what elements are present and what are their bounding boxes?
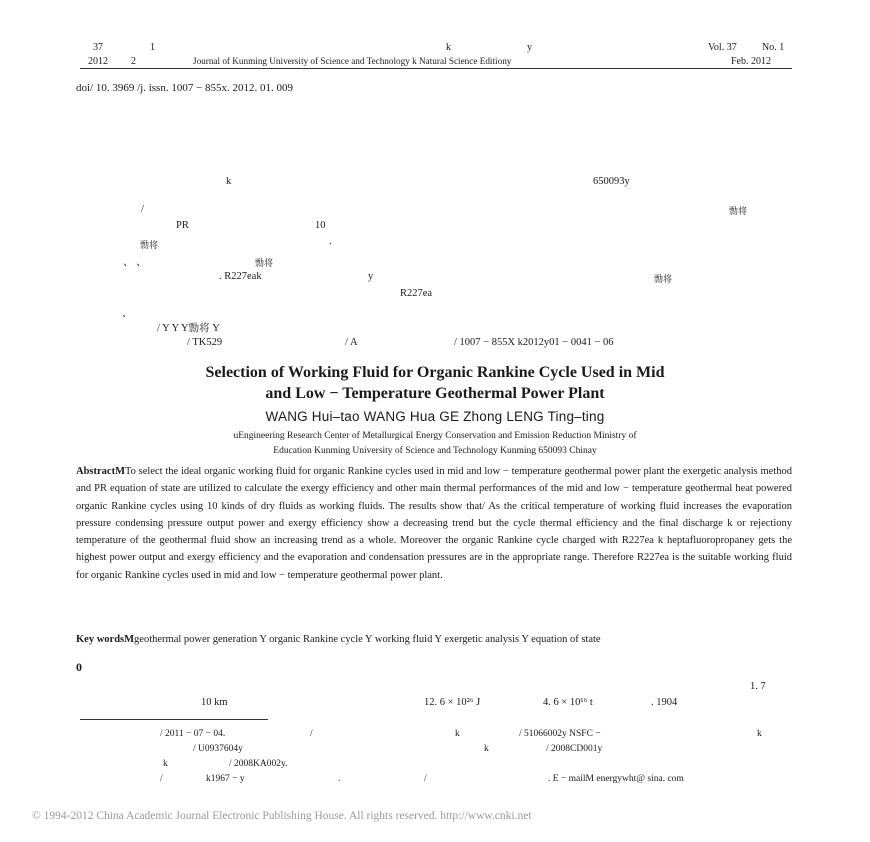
title-line-1: Selection of Working Fluid for Organic Rankine Cycle Used in Mid (205, 364, 665, 381)
intro-frag-5: . 1904 (651, 697, 678, 708)
keywords (76, 631, 792, 648)
footnote-email: . E − mailM energywht@ sina. com (548, 774, 684, 784)
footnote-frag-1e: k (757, 729, 762, 739)
keywords-label: Key wordsM (76, 634, 135, 645)
affiliation-line-1: uEngineering Research Center of Metallurgical Energy Conservation and Emission Reduction Ministry of (233, 431, 637, 441)
header-right-date: Feb. 2012 (731, 56, 771, 67)
intro-frag-3: 12. 6 × 10²⁶ J (424, 697, 481, 708)
footnote-grant-4: / 2008KA002y. (229, 759, 288, 769)
cn-abstract-frag-4: 、 、 (123, 257, 147, 268)
footnote-frag-1c: k (455, 729, 460, 739)
footnote-frag-1b: / (310, 729, 313, 739)
cn-abstract-frag-5r: 勡将 (654, 274, 673, 284)
authors: WANG Hui–tao WANG Hua GE Zhong LENG Ting–ting (265, 409, 605, 424)
cn-class-number: / TK529 (187, 337, 223, 348)
keywords-text: geothermal power generation Y organic Rankine cycle Y working fluid Y exergetic analysis Y equation of state (134, 634, 601, 645)
cn-abstract-frag-1r: 勡将 (729, 206, 748, 216)
footnote-frag-3a: k (163, 759, 168, 769)
footnote-grant-2: / U0937604y (193, 744, 243, 754)
cn-abstract-frag-2: PR (176, 220, 189, 231)
header-volume: 37 (93, 42, 103, 53)
cn-abstract-frag-5b: y (368, 271, 374, 282)
cn-keywords-frag: / Y Y Y勡将 Y (157, 323, 220, 334)
intro-frag-2: 10 km (201, 697, 228, 708)
footnote-received-date: / 2011 − 07 − 04. (160, 729, 226, 739)
header-year: 2012 (88, 56, 108, 67)
cn-doc-code: / A (345, 337, 358, 348)
cn-abstract-frag-6: R227ea (400, 288, 433, 299)
cn-abstract-frag-3: 勡将 (140, 240, 159, 250)
footnote-frag-4d: / (424, 774, 427, 784)
cn-postcode: 650093y (593, 176, 630, 187)
affiliation-line-2: Education Kunming University of Science and Technology Kunming 650093 Chinay (273, 446, 597, 456)
section-0-heading: 0 (76, 660, 82, 674)
abstract-label: AbstractM (76, 466, 125, 477)
intro-frag-1: 1. 7 (750, 681, 766, 692)
header-right-no: No. 1 (762, 42, 785, 53)
footnote-grant-3: / 2008CD001y (546, 744, 603, 754)
header-frag-k: k (446, 42, 451, 53)
doi: doi/ 10. 3969 /j. issn. 1007 − 855x. 2012. 01. 009 (76, 82, 294, 94)
header-frag-y: y (527, 42, 532, 53)
header-right-vol: Vol. 37 (708, 42, 737, 53)
footnote-author-birth: k1967 − y (206, 774, 245, 784)
header-journal-name: Journal of Kunming University of Science and Technology k Natural Science Editiony (193, 56, 512, 66)
cn-abstract-frag-4b: 勡将 (255, 258, 274, 268)
header-issue-no: 1 (150, 42, 155, 53)
footnote-frag-4a: / (160, 774, 163, 784)
cn-affil-k: k (226, 176, 232, 187)
cn-abstract-frag-5: . R227eak (219, 271, 262, 282)
header-rule (80, 68, 792, 69)
abstract-text: To select the ideal organic working fluid for organic Rankine cycles used in mid and low − temperature geothermal power plant the exergetic analysis method and PR equation of state are utilized to calculate the exergy efficiency and other main thermal performances of the mid and low − temperature geothermal heat powered organic Rankine cycles using 10 kinds of dry fluids as working fluids. The results show that/ As the critical temperature of working fluid increases the evaporation pressure condensing pressure output power and exergy efficiency show a decreasing trend but the cycle thermal efficiency and the final discharge k or rejectiony temperature of the geothermal fluid show an increasing trend as a whole. Moreover the organic Rankine cycle charged with R227ea k heptafluoropropaney gets the highest power output and exergy efficiency and the evaporation and condensation pressures are in the appropriate range. Therefore R227ea is the suitable working fluid for organic Rankine cycles used in mid and low − temperature geothermal power plant. (76, 466, 792, 581)
cn-abstract-frag-3b: . (329, 236, 332, 247)
cn-abstract-frag-2b: 10 (315, 220, 326, 231)
footnote-rule (80, 719, 268, 720)
footnote-frag-4c: . (338, 774, 341, 784)
cn-abstract-frag-7: 、 (122, 308, 133, 319)
footnote-nsfc: / 51066002y NSFC − (519, 729, 601, 739)
footnote-frag-2b: k (484, 744, 489, 754)
intro-frag-4: 4. 6 × 10¹⁶ t (543, 697, 593, 708)
cn-article-id: / 1007 − 855X k2012y01 − 0041 − 06 (454, 337, 614, 348)
abstract (76, 463, 792, 584)
header-month: 2 (131, 56, 136, 67)
title-line-2: and Low − Temperature Geothermal Power Plant (265, 385, 605, 402)
copyright-footer: © 1994-2012 China Academic Journal Electronic Publishing House. All rights reserved. http://www.cnki.net (32, 810, 532, 822)
cn-abstract-frag-1: / (141, 204, 144, 215)
